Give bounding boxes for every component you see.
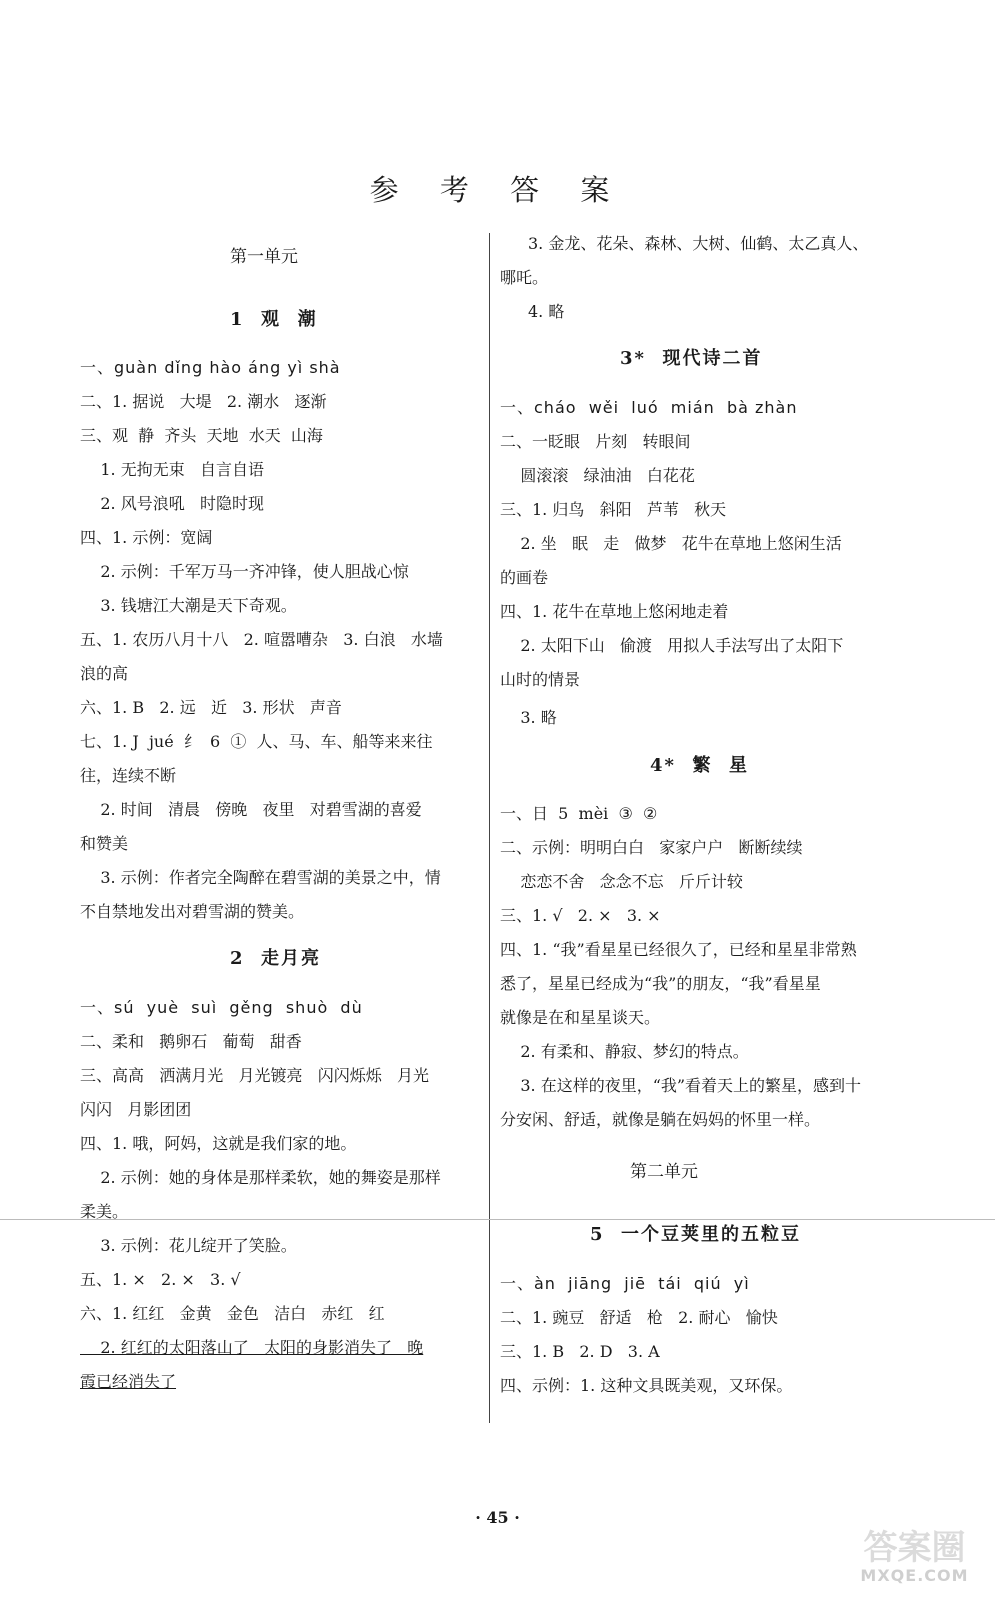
- column-divider: [489, 233, 490, 1423]
- watermark-logo: [852, 1518, 977, 1588]
- lesson-heading-4: 4* 繁 星: [650, 755, 750, 776]
- answer-line: 三、高高 洒满月光 月光镀亮 闪闪烁烁 月光: [80, 1066, 430, 1085]
- lesson-heading-2: 2 走月亮: [230, 948, 322, 969]
- answer-line: 2. 坐 眠 走 做梦 花牛在草地上悠闲生活: [500, 534, 842, 553]
- answer-line: 三、1. √ 2. × 3. ×: [500, 906, 661, 925]
- answer-line: 四、1. 哦，阿妈，这就是我们家的地。: [80, 1134, 357, 1153]
- answer-line: 就像是在和星星谈天。: [500, 1008, 661, 1027]
- answer-line: 六、1. 红红 金黄 金色 洁白 赤红 红: [80, 1304, 385, 1323]
- unit-heading-1: 第一单元: [230, 247, 298, 267]
- answer-line: 哪吒。: [500, 268, 549, 287]
- answer-line: 一、日 5 mèi ③ ②: [500, 804, 658, 823]
- answer-line: 三、1. B 2. D 3. A: [500, 1342, 660, 1361]
- answer-line: 山时的情景: [500, 670, 581, 689]
- answer-line: 五、1. × 2. × 3. √: [80, 1270, 241, 1289]
- answer-line: 三、观 静 齐头 天地 水天 山海: [80, 426, 323, 445]
- answer-line: 3. 示例：花儿绽开了笑脸。: [80, 1236, 297, 1255]
- watermark-big: 答案圈: [863, 1528, 966, 1568]
- answer-line: 柔美。: [80, 1202, 129, 1221]
- fold-line: [0, 1219, 995, 1220]
- lesson-heading-3: 3* 现代诗二首: [620, 348, 763, 369]
- answer-line: 3. 略: [500, 708, 557, 727]
- answer-line: 往，连续不断: [80, 766, 177, 785]
- page-title: 参 考 答 案: [369, 173, 626, 207]
- answer-line: 2. 时间 清晨 傍晚 夜里 对碧雪湖的喜爱: [80, 800, 422, 819]
- answer-line: 一、àn jiāng jiē tái qiú yì: [500, 1274, 750, 1293]
- answer-line: 圆滚滚 绿油油 白花花: [500, 466, 695, 485]
- answer-line: 七、1. J jué 纟 6 ① 人、马、车、船等来来往: [80, 732, 433, 751]
- answer-line: 2. 有柔和、静寂、梦幻的特点。: [500, 1042, 749, 1061]
- answer-line: 3. 在这样的夜里，“我”看着天上的繁星，感到十: [500, 1076, 862, 1095]
- answer-line: 二、柔和 鹅卵石 葡萄 甜香: [80, 1032, 302, 1051]
- answer-line: 悉了，星星已经成为“我”的朋友，“我”看星星: [500, 974, 821, 993]
- answer-line: 2. 示例：千军万马一齐冲锋，使人胆战心惊: [80, 562, 409, 581]
- answer-line: 五、1. 农历八月十八 2. 喧嚣嘈杂 3. 白浪 水墙: [80, 630, 443, 649]
- watermark-url: MXQE.COM: [860, 1566, 969, 1585]
- answer-line: 二、1. 据说 大堤 2. 潮水 逐渐: [80, 392, 327, 411]
- answer-line: 浪的高: [80, 664, 129, 683]
- answer-line: 2. 示例：她的身体是那样柔软，她的舞姿是那样: [80, 1168, 441, 1187]
- answer-line: 一、cháo wěi luó mián bà zhàn: [500, 398, 798, 417]
- answer-line: 和赞美: [80, 834, 129, 853]
- answer-line: 一、sú yuè suì gěng shuò dù: [80, 998, 363, 1017]
- answer-line: 二、1. 豌豆 舒适 枪 2. 耐心 愉快: [500, 1308, 778, 1327]
- answer-line: 不自禁地发出对碧雪湖的赞美。: [80, 902, 305, 921]
- answer-line: 2. 红红的太阳落山了 太阳的身影消失了 晚: [80, 1338, 424, 1357]
- answer-line: 2. 风号浪吼 时隐时现: [80, 494, 264, 513]
- answer-line: 三、1. 归鸟 斜阳 芦苇 秋天: [500, 500, 727, 519]
- answer-line: 六、1. B 2. 远 近 3. 形状 声音: [80, 698, 342, 717]
- answer-line: 闪闪 月影团团: [80, 1100, 192, 1119]
- answer-line: 1. 无拘无束 自言自语: [80, 460, 264, 479]
- page-number: · 45 ·: [475, 1508, 520, 1527]
- answer-line: 四、1. 示例：宽阔: [80, 528, 213, 547]
- answer-line: 霞已经消失了: [80, 1372, 177, 1391]
- answer-line: 2. 太阳下山 偷渡 用拟人手法写出了太阳下: [500, 636, 844, 655]
- unit-heading-2: 第二单元: [630, 1162, 698, 1182]
- lesson-heading-5: 5 一个豆荚里的五粒豆: [590, 1224, 802, 1245]
- answer-line: 恋恋不舍 念念不忘 斤斤计较: [500, 872, 743, 891]
- answer-line: 二、一眨眼 片刻 转眼间: [500, 432, 691, 451]
- answer-line: 四、1. “我”看星星已经很久了，已经和星星非常熟: [500, 940, 857, 959]
- answer-line: 一、guàn dǐng hào áng yì shà: [80, 358, 341, 377]
- answer-line: 的画卷: [500, 568, 549, 587]
- answer-line: 四、示例：1. 这种文具既美观，又环保。: [500, 1376, 793, 1395]
- answer-line: 3. 示例：作者完全陶醉在碧雪湖的美景之中，情: [80, 868, 441, 887]
- answer-line: 4. 略: [528, 302, 565, 321]
- lesson-heading-1: 1 观 潮: [230, 309, 318, 330]
- answer-line: 3. 金龙、花朵、森林、大树、仙鹤、太乙真人、: [528, 234, 869, 253]
- answer-line: 二、示例：明明白白 家家户户 断断续续: [500, 838, 803, 857]
- answer-line: 四、1. 花牛在草地上悠闲地走着: [500, 602, 729, 621]
- answer-line: 分安闲、舒适，就像是躺在妈妈的怀里一样。: [500, 1110, 821, 1129]
- answer-line: 3. 钱塘江大潮是天下奇观。: [80, 596, 297, 615]
